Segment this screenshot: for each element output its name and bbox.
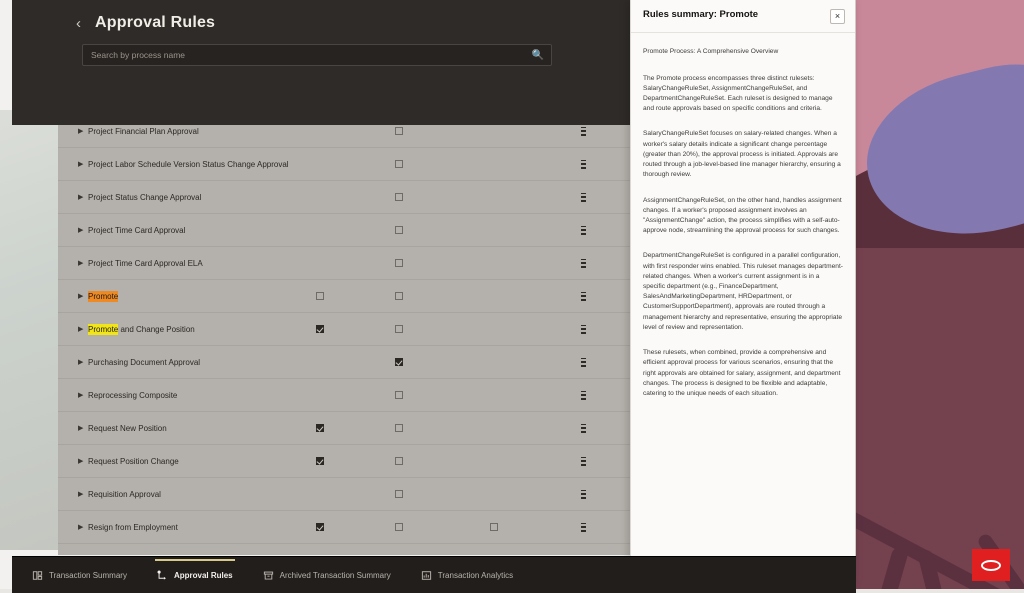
tab-transaction-summary[interactable] <box>26 565 133 586</box>
table-row[interactable] <box>58 412 638 445</box>
expand-triangle-icon[interactable]: ▶ <box>78 424 84 432</box>
search-input[interactable] <box>83 50 551 60</box>
row-checkbox-c1[interactable] <box>316 523 324 531</box>
tab-label: Transaction Summary <box>49 570 127 580</box>
row-checkbox-c2[interactable] <box>395 259 403 267</box>
expand-triangle-icon[interactable]: ▶ <box>78 259 84 267</box>
rule-name: Resign from Employment <box>88 522 178 532</box>
close-icon[interactable]: × <box>830 9 845 24</box>
tab-approval-rules[interactable] <box>151 565 239 586</box>
table-row[interactable] <box>58 511 638 544</box>
expand-triangle-icon[interactable]: ▶ <box>78 193 84 201</box>
rules-flow-icon <box>157 570 168 581</box>
row-menu-icon[interactable] <box>580 391 587 400</box>
row-checkbox-c2[interactable] <box>395 325 403 333</box>
rule-name: Requisition Approval <box>88 489 161 499</box>
row-checkbox-c2[interactable] <box>395 391 403 399</box>
drawer-header <box>631 0 855 33</box>
row-checkbox-c2[interactable] <box>395 193 403 201</box>
row-menu-icon[interactable] <box>580 226 587 235</box>
expand-triangle-icon[interactable]: ▶ <box>78 523 84 531</box>
rule-name: Purchasing Document Approval <box>88 357 201 367</box>
search-box[interactable] <box>82 44 552 66</box>
row-menu-icon[interactable] <box>580 127 587 136</box>
search-match-highlight: Promote <box>88 291 119 301</box>
chevron-left-icon[interactable]: ‹ <box>76 14 81 32</box>
rule-name <box>88 292 118 301</box>
tab-label: Archived Transaction Summary <box>279 570 391 580</box>
row-checkbox-c2[interactable] <box>395 160 403 168</box>
row-checkbox-c2[interactable] <box>395 424 403 432</box>
drawer-paragraph: AssignmentChangeRuleSet, on the other hand, handles assignment changes. If a worker's proposed assignment involves an "AssignmentChange" action, the process simplifies with a self-auto-approve node, streamlining the approval process for such changes. <box>643 196 842 235</box>
rule-name: Promote and Change Position <box>88 324 195 334</box>
archive-box-icon <box>263 570 274 581</box>
rule-name: Project Financial Plan Approval <box>88 126 199 136</box>
row-checkbox-c2[interactable] <box>395 457 403 465</box>
expand-triangle-icon[interactable]: ▶ <box>78 391 84 399</box>
rule-name: Project Time Card Approval ELA <box>88 258 203 268</box>
approval-rules-list[interactable] <box>58 82 638 555</box>
drawer-paragraph: DepartmentChangeRuleSet is configured in a parallel configuration, with first responder wins enabled. This ruleset manages department-related changes. When a worker's current assignment is in a specific department (e.g., FinanceDepartment, SalesAndMarketingDepartment, HRDepartment, or CustomerSupportDepartment), approvals are routed through a management hierarchy and representative, ensuring the appropriate level of review and representation. <box>643 252 843 331</box>
expand-triangle-icon[interactable]: ▶ <box>78 457 84 465</box>
row-menu-icon[interactable] <box>580 259 587 268</box>
table-row[interactable] <box>58 346 638 379</box>
decorative-artwork-panel <box>856 0 1024 593</box>
table-row[interactable] <box>58 148 638 181</box>
search-match-highlight: Promote <box>88 324 119 334</box>
row-menu-icon[interactable] <box>580 193 587 202</box>
row-checkbox-c3[interactable] <box>490 523 498 531</box>
table-row[interactable] <box>58 280 638 313</box>
drawer-intro-text: Promote Process: A Comprehensive Overview <box>643 48 779 55</box>
expand-triangle-icon[interactable]: ▶ <box>78 325 84 333</box>
table-row[interactable] <box>58 379 638 412</box>
drawer-title: Rules summary: Promote <box>643 9 759 20</box>
drawer-paragraph: These rulesets, when combined, provide a comprehensive and efficient approval process for various scenarios, ensuring that the right approvals are obtained for salary, assignment, and department changes. The process is designed to be flexible and adaptable, catering to the unique needs of each situation. <box>643 349 841 398</box>
row-checkbox-c2[interactable] <box>395 127 403 135</box>
row-menu-icon[interactable] <box>580 523 587 532</box>
table-row[interactable] <box>58 445 638 478</box>
rules-summary-drawer <box>630 0 856 586</box>
page-title: Approval Rules <box>95 14 216 31</box>
rule-name: Project Labor Schedule Version Status Change Approval <box>88 159 289 169</box>
table-row[interactable] <box>58 181 638 214</box>
drawer-paragraphs <box>643 74 843 400</box>
summary-grid-icon <box>32 570 43 581</box>
oracle-logo <box>972 549 1010 581</box>
row-menu-icon[interactable] <box>580 160 587 169</box>
expand-triangle-icon[interactable]: ▶ <box>78 358 84 366</box>
row-menu-icon[interactable] <box>580 424 587 433</box>
oracle-o-glyph <box>981 560 1001 571</box>
tab-label: Transaction Analytics <box>437 570 514 580</box>
drawer-body <box>631 33 855 586</box>
rule-name: Request Position Change <box>88 456 179 466</box>
rule-name: Project Status Change Approval <box>88 192 202 202</box>
rule-name: Project Time Card Approval <box>88 225 186 235</box>
table-row[interactable] <box>58 478 638 511</box>
row-checkbox-c2[interactable] <box>395 226 403 234</box>
tab-archived-transaction-summary[interactable] <box>257 565 397 586</box>
tab-transaction-analytics[interactable] <box>415 565 519 586</box>
row-checkbox-c1[interactable] <box>316 424 324 432</box>
table-row[interactable] <box>58 313 638 346</box>
art-vein <box>856 546 909 593</box>
row-menu-icon[interactable] <box>580 292 587 301</box>
row-checkbox-c2[interactable] <box>395 490 403 498</box>
row-menu-icon[interactable] <box>580 490 587 499</box>
row-checkbox-c2[interactable] <box>395 523 403 531</box>
table-row[interactable] <box>58 214 638 247</box>
row-checkbox-c2[interactable] <box>395 358 403 366</box>
drawer-paragraph: SalaryChangeRuleSet focuses on salary-related changes. When a worker's salary details indicate a significant change percentage (greater than 20%), the approval process is initiated. Approvals are routed through a job-level-based line manager hierarchy, ensuring a thorough review. <box>643 130 841 179</box>
expand-triangle-icon[interactable]: ▶ <box>78 160 84 168</box>
search-icon[interactable]: 🔍 <box>531 49 544 61</box>
expand-triangle-icon[interactable]: ▶ <box>78 490 84 498</box>
art-shape-lower-mosaic <box>856 248 1024 593</box>
table-row[interactable] <box>58 247 638 280</box>
tab-label: Approval Rules <box>173 570 233 580</box>
row-checkbox-c1[interactable] <box>316 457 324 465</box>
drawer-paragraph: The Promote process encompasses three distinct rulesets: SalaryChangeRuleSet, AssignmentChangeRuleSet, and DepartmentChangeRuleSet. Each ruleset is designed to manage and route approvals based on specific conditions and criteria. <box>643 74 833 113</box>
bottom-tab-bar <box>12 556 856 593</box>
expand-triangle-icon[interactable]: ▶ <box>78 292 84 300</box>
expand-triangle-icon[interactable]: ▶ <box>78 226 84 234</box>
row-menu-icon[interactable] <box>580 325 587 334</box>
rule-name: Reprocessing Composite <box>88 390 178 400</box>
row-checkbox-c2[interactable] <box>395 292 403 300</box>
row-checkbox-c1[interactable] <box>316 325 324 333</box>
row-checkbox-c1[interactable] <box>316 292 324 300</box>
row-menu-icon[interactable] <box>580 457 587 466</box>
rule-name: Request New Position <box>88 423 167 433</box>
expand-triangle-icon[interactable]: ▶ <box>78 127 84 135</box>
row-menu-icon[interactable] <box>580 358 587 367</box>
analytics-chart-icon <box>421 570 432 581</box>
